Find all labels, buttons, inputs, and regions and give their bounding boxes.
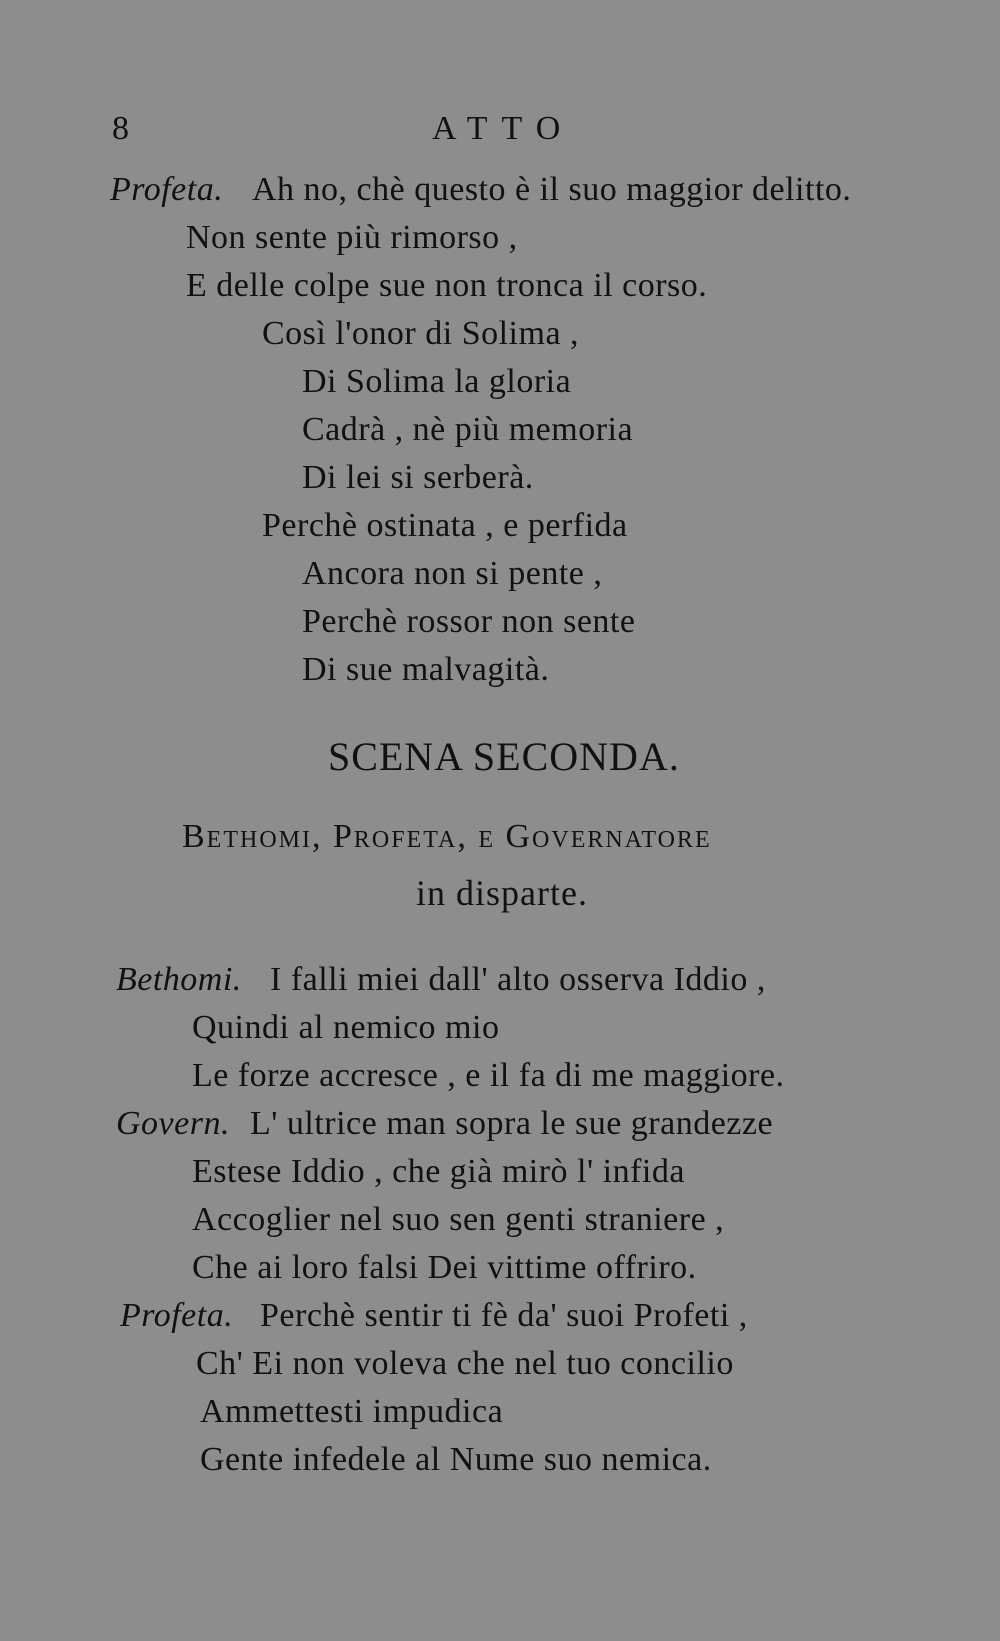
scene-cast: Bethomi, Profeta, e Governatore (182, 818, 712, 855)
verse-line: Ch' Ei non voleva che nel tuo concilio (196, 1345, 734, 1382)
speaker-profeta: Profeta. (110, 171, 224, 208)
verse-line: Così l'onor di Solima , (262, 315, 580, 352)
verse-line: Di lei si serberà. (302, 459, 534, 496)
verse-line: Quindi al nemico mio (192, 1009, 500, 1046)
page-number: 8 (112, 110, 129, 147)
verse-line: Estese Iddio , che già mirò l' infida (192, 1153, 685, 1190)
running-head: ATTO (432, 110, 575, 147)
verse-line: Gente infedele al Nume suo nemica. (200, 1441, 712, 1478)
verse-line: Cadrà , nè più memoria (302, 411, 634, 448)
verse-line: L' ultrice man sopra le sue grandezze (250, 1105, 774, 1142)
verse-line: Che ai loro falsi Dei vittime offriro. (192, 1249, 697, 1286)
verse-line: Di Solima la gloria (302, 363, 572, 400)
verse-line: E delle colpe sue non tronca il corso. (186, 267, 708, 304)
speaker-bethomi: Bethomi. (116, 961, 242, 998)
stage-direction: in disparte. (416, 873, 588, 913)
verse-line: Non sente più rimorso , (186, 219, 518, 256)
speaker-profeta: Profeta. (120, 1297, 234, 1334)
verse-line: Ah no, chè questo è il suo maggior delitto. (252, 171, 852, 208)
verse-line: Perchè rossor non sente (302, 603, 636, 640)
verse-line: Ancora non si pente , (302, 555, 603, 592)
verse-line: Perchè ostinata , e perfida (262, 507, 628, 544)
verse-line: Le forze accresce , e il fa di me maggiore. (192, 1057, 785, 1094)
verse-line: Ammettesti impudica (200, 1393, 504, 1430)
scene-title: SCENA SECONDA. (328, 734, 680, 779)
verse-line: Accoglier nel suo sen genti straniere , (192, 1201, 725, 1238)
verse-line: Perchè sentir ti fè da' suoi Profeti , (260, 1297, 748, 1334)
verse-line: I falli miei dall' alto osserva Iddio , (270, 961, 766, 998)
verse-line: Di sue malvagità. (302, 651, 550, 688)
speaker-govern: Govern. (116, 1105, 230, 1142)
